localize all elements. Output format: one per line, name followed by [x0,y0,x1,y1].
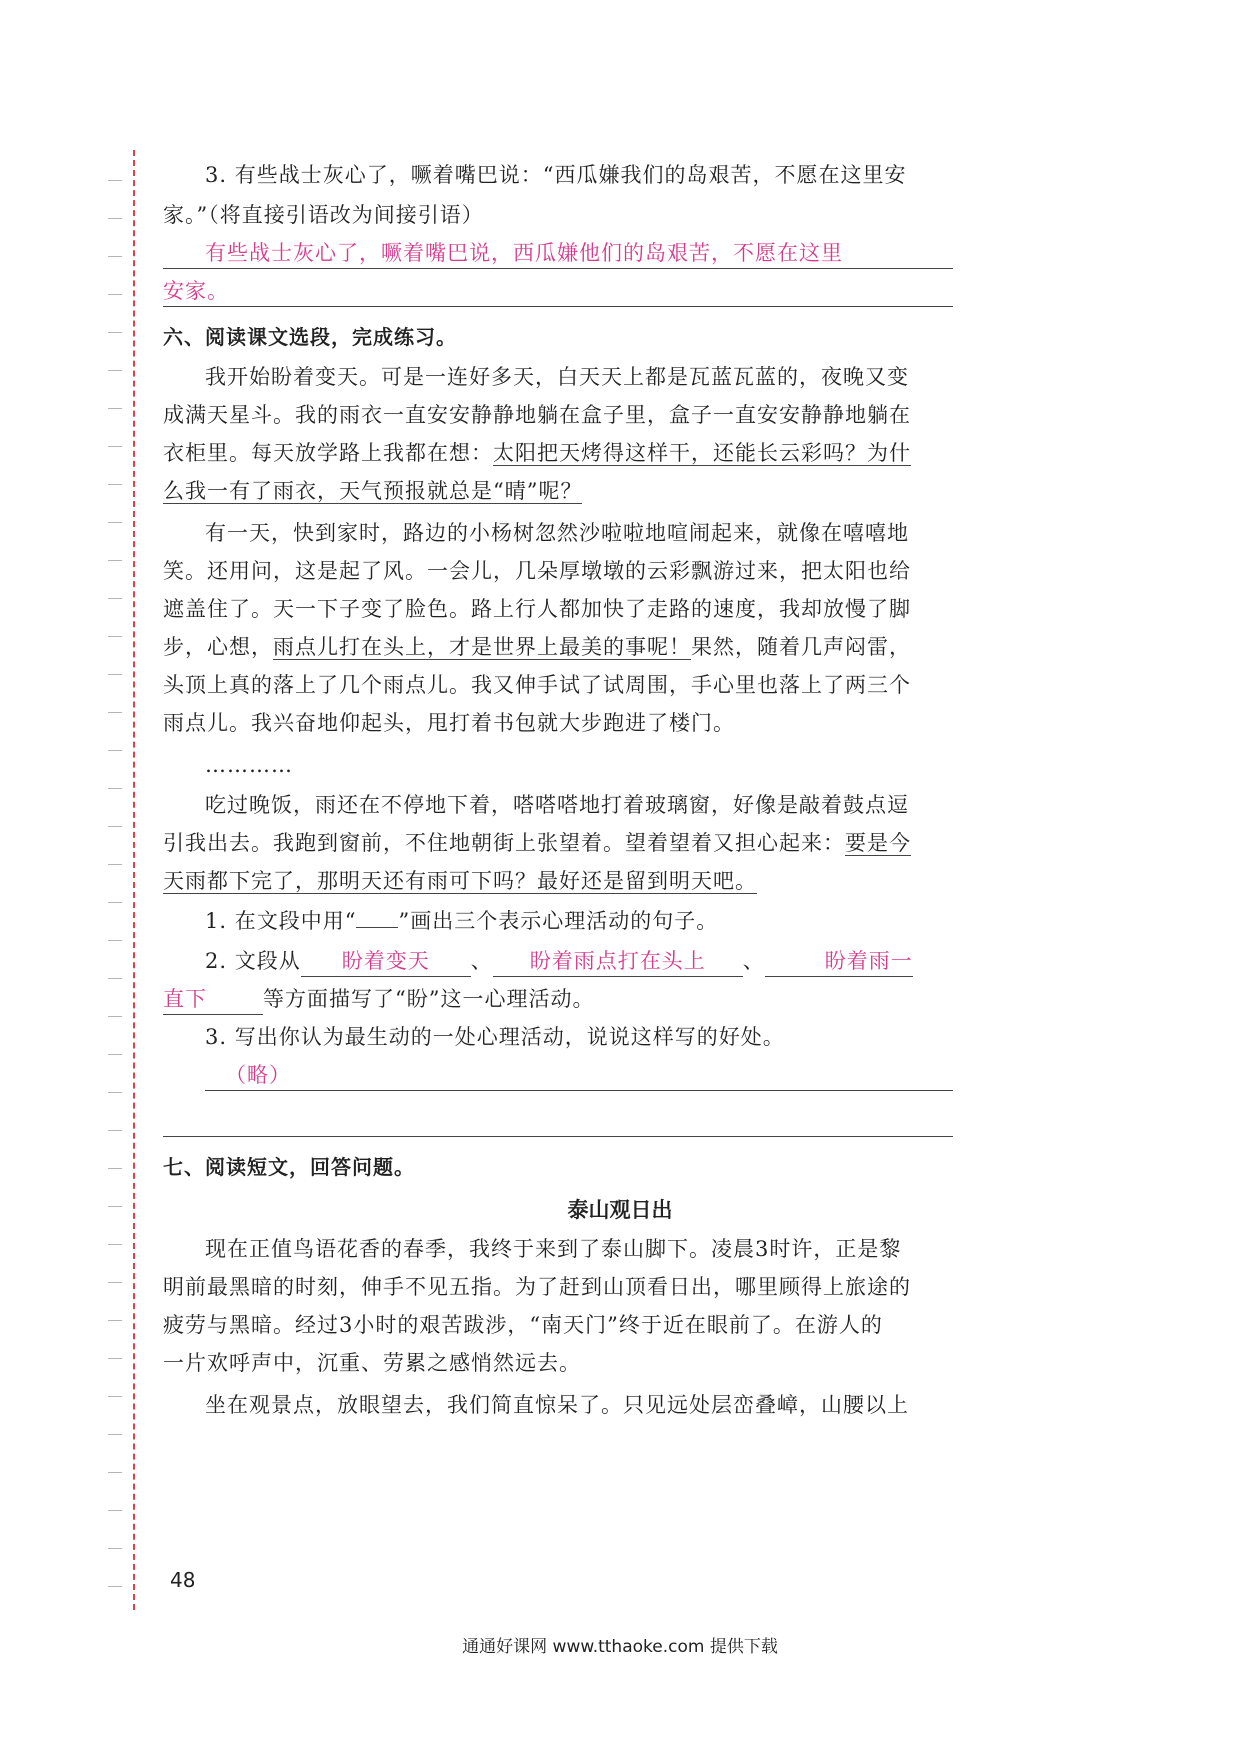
passage-line: 有一天，快到家时，路边的小杨树忽然沙啦啦地喧闹起来，就像在嘻嘻地 [205,521,909,545]
question-1 [205,906,995,936]
article-line: 一片欢呼声中，沉重、劳累之感悄然远去。 [163,1351,581,1375]
passage-line: 我开始盼着变天。可是一连好多天，白天天上都是瓦蓝瓦蓝的，夜晚又变 [205,365,909,389]
margin-tick [108,1244,122,1245]
section-7-heading: 七、阅读短文，回答问题。 [163,1155,415,1179]
margin-tick [108,294,122,295]
question-3-line-1: 3. 有些战士灰心了，噘着嘴巴说：“西瓜嫌我们的岛艰苦，不愿在这里安 [205,163,907,187]
passage-line [163,632,953,662]
margin-tick [108,560,122,561]
answer-underline-1 [163,268,953,269]
passage-line [163,866,953,896]
question-3: 3. 写出你认为最生动的一处心理活动，说说这样写的好处。 [205,1025,785,1049]
underlined-sentence: 么我一有了雨衣，天气预报就总是“晴”呢？ [163,479,583,503]
question-text: 1. 在文段中用“ [205,909,357,933]
passage-line [163,476,953,506]
passage-line [163,828,953,858]
passage-text: 果然，随着几声闷雷， [691,635,911,659]
margin-tick [108,1396,122,1397]
article-line: 坐在观景点，放眼望去，我们简直惊呆了。只见远处层峦叠嶂，山腰以上 [205,1393,909,1417]
margin-tick [108,1358,122,1359]
margin-tick [108,788,122,789]
passage-line: 吃过晚饭，雨还在不停地下着，嗒嗒嗒地打着玻璃窗，好像是敲着鼓点逗 [205,793,909,817]
underlined-sentence: 天雨都下完了，那明天还有雨可下吗？最好还是留到明天吧。 [163,869,757,893]
answer-line-1: 有些战士灰心了，噘着嘴巴说，西瓜嫌他们的岛艰苦，不愿在这里 [205,241,843,265]
margin-tick [108,1320,122,1321]
ellipsis: ………… [205,753,293,777]
answer-underline [205,1090,953,1091]
question-3-line-2: 家。”（将直接引语改为间接引语） [163,203,484,227]
article-line: 疲劳与黑暗。经过3小时的艰苦跋涉，“南天门”终于近在眼前了。在游人的 [163,1313,883,1337]
margin-tick [108,1548,122,1549]
margin-tick [108,978,122,979]
margin-tick [108,864,122,865]
margin-tick [108,1168,122,1169]
margin-tick [108,1510,122,1511]
article-line: 明前最黑暗的时刻，伸手不见五指。为了赶到山顶看日出，哪里顾得上旅途的 [163,1275,911,1299]
question-text: ”画出三个表示心理活动的句子。 [398,909,719,933]
answer-underline-2 [163,306,953,307]
passage-line: 雨点儿。我兴奋地仰起头，甩打着书包就大步跑进了楼门。 [163,711,735,735]
margin-tick [108,1282,122,1283]
margin-tick [108,1054,122,1055]
separator: 、 [742,949,765,973]
margin-tick [108,598,122,599]
underline-sample [356,927,398,928]
margin-tick [108,940,122,941]
answer-omitted: （略） [225,1063,291,1087]
margin-tick [108,674,122,675]
answer-blank: 盼着雨点打在头上 [493,946,743,977]
margin-tick [108,750,122,751]
passage-text: 步，心想， [163,635,273,659]
page-number: 48 [170,1568,196,1592]
article-line: 现在正值鸟语花香的春季，我终于来到了泰山脚下。凌晨3时许，正是黎 [205,1237,902,1261]
margin-tick [108,484,122,485]
passage-line: 笑。还用问，这是起了风。一会儿，几朵厚墩墩的云彩飘游过来，把太阳也给 [163,559,911,583]
section-6-heading: 六、阅读课文选段，完成练习。 [163,325,457,349]
question-text: 2. 文段从 [205,949,301,973]
question-2 [205,946,995,977]
answer-blank: 盼着变天 [301,946,471,977]
margin-tick [108,256,122,257]
margin-tick [108,902,122,903]
margin-tick [108,826,122,827]
margin-tick [108,636,122,637]
passage-line [163,438,953,468]
passage-line: 遮盖住了。天一下子变了脸色。路上行人都加快了走路的速度，我却放慢了脚 [163,597,911,621]
underlined-sentence: 要是今 [845,831,911,855]
margin-tick [108,1092,122,1093]
question-text: 等方面描写了“盼”这一心理活动。 [263,987,595,1011]
separator: 、 [470,949,493,973]
margin-tick [108,370,122,371]
margin-tick [108,1472,122,1473]
underlined-sentence: 太阳把天烤得这样干，还能长云彩吗？为什 [493,441,911,465]
answer-line-2: 安家。 [163,279,229,303]
margin-tick [108,1016,122,1017]
passage-line: 成满天星斗。我的雨衣一直安安静静地躺在盒子里，盒子一直安安静静地躺在 [163,403,911,427]
margin-tick [108,522,122,523]
margin-tick [108,218,122,219]
article-title: 泰山观日出 [567,1198,673,1222]
answer-underline [163,1136,953,1137]
margin-tick [108,1130,122,1131]
margin-tick [108,446,122,447]
passage-text: 引我出去。我跑到窗前，不住地朝街上张望着。望着望着又担心起来： [163,831,845,855]
binding-margin-line [133,150,135,1610]
margin-tick [108,180,122,181]
question-2-line-2 [163,984,953,1015]
margin-tick [108,408,122,409]
margin-tick [108,712,122,713]
passage-text: 衣柜里。每天放学路上我都在想： [163,441,493,465]
margin-tick [108,332,122,333]
passage-line: 头顶上真的落上了几个雨点儿。我又伸手试了试周围，手心里也落上了两三个 [163,673,911,697]
margin-tick [108,1586,122,1587]
margin-tick [108,1434,122,1435]
footer-watermark: 通通好课网 www.tthaoke.com 提供下载 [462,1637,778,1657]
answer-blank: 直下 [163,984,263,1015]
underlined-sentence: 雨点儿打在头上，才是世界上最美的事呢！ [273,635,691,659]
answer-blank: 盼着雨一 [765,946,913,977]
